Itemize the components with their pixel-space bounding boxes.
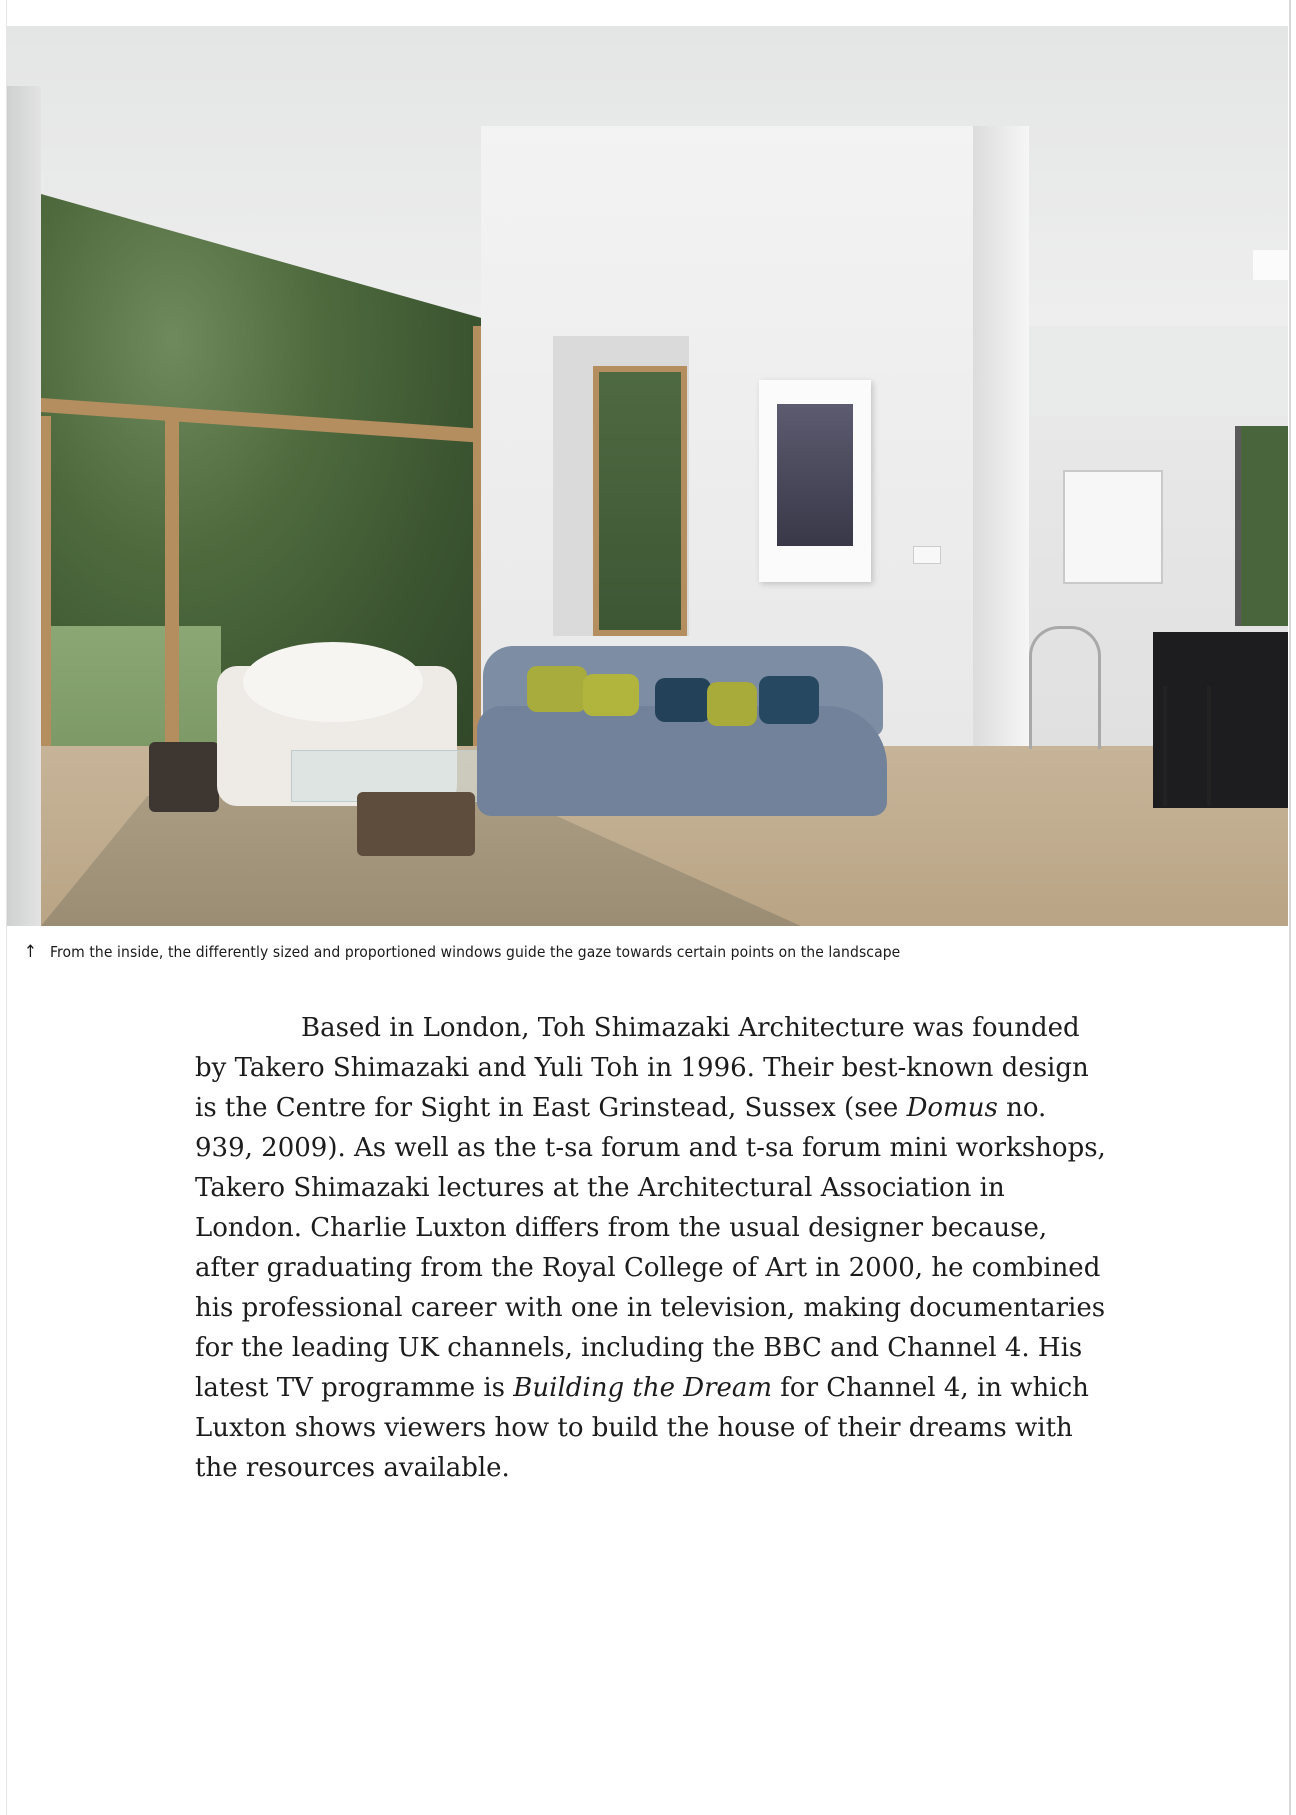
photo-fur-throw xyxy=(243,642,423,722)
photo-basket xyxy=(357,792,475,856)
arrow-up-icon: ↑ xyxy=(24,942,37,962)
photo-light-switch xyxy=(913,546,941,564)
photo-cushion xyxy=(583,674,639,716)
photo-bar-stool xyxy=(1163,686,1211,806)
photo-dining-chair xyxy=(1029,626,1101,749)
photo-cushion xyxy=(527,666,587,712)
interior-photo xyxy=(7,26,1288,926)
photo-inner-window xyxy=(593,366,687,636)
photo-sofa-seat xyxy=(477,706,887,816)
photo-door-frame xyxy=(41,416,51,786)
article-text-part-3: for Channel 4, in which Luxton shows viewers how to build the house of their dreams with the resources available. xyxy=(195,1373,1089,1483)
article-text-part-2: no. 939, 2009). As well as the t-sa forum and t-sa forum mini workshops, Takero Shimazaki lectures at the Architectural Association in London. Charlie Luxton differs from the usual designer because, after graduating from the Royal College of Art in 2000, he combined his professional career with one in television, making documentaries for the leading UK channels, including the BBC and Channel 4. His latest TV programme is xyxy=(195,1093,1106,1403)
caption-text: From the inside, the differently sized and proportioned windows guide the gaze towards certain points on the landscape xyxy=(50,943,901,961)
photo-artwork xyxy=(777,404,853,546)
photo-cushion xyxy=(759,676,819,724)
tv-programme-title: Building the Dream xyxy=(513,1373,773,1403)
photo-window-frame-vertical xyxy=(165,420,179,782)
photo-back-window xyxy=(1235,426,1288,626)
photo-left-column xyxy=(7,86,41,926)
photo-lawn xyxy=(41,626,221,746)
page-edge-right xyxy=(1289,0,1291,1815)
photo-cushion xyxy=(655,678,711,722)
article-paragraph xyxy=(195,1008,1107,1488)
photo-skylight xyxy=(1253,250,1288,280)
photo-back-artwork xyxy=(1063,470,1163,584)
photo-caption xyxy=(24,942,900,962)
photo-cushion xyxy=(707,682,757,726)
article-text-part-1: Based in London, Toh Shimazaki Architecture was founded by Takero Shimazaki and Yuli Toh in 1996. Their best-known design is the Centre for Sight in East Grinstead, Sussex (see xyxy=(195,1013,1089,1123)
photo-side-stool xyxy=(149,742,219,812)
magazine-title: Domus xyxy=(906,1093,998,1123)
